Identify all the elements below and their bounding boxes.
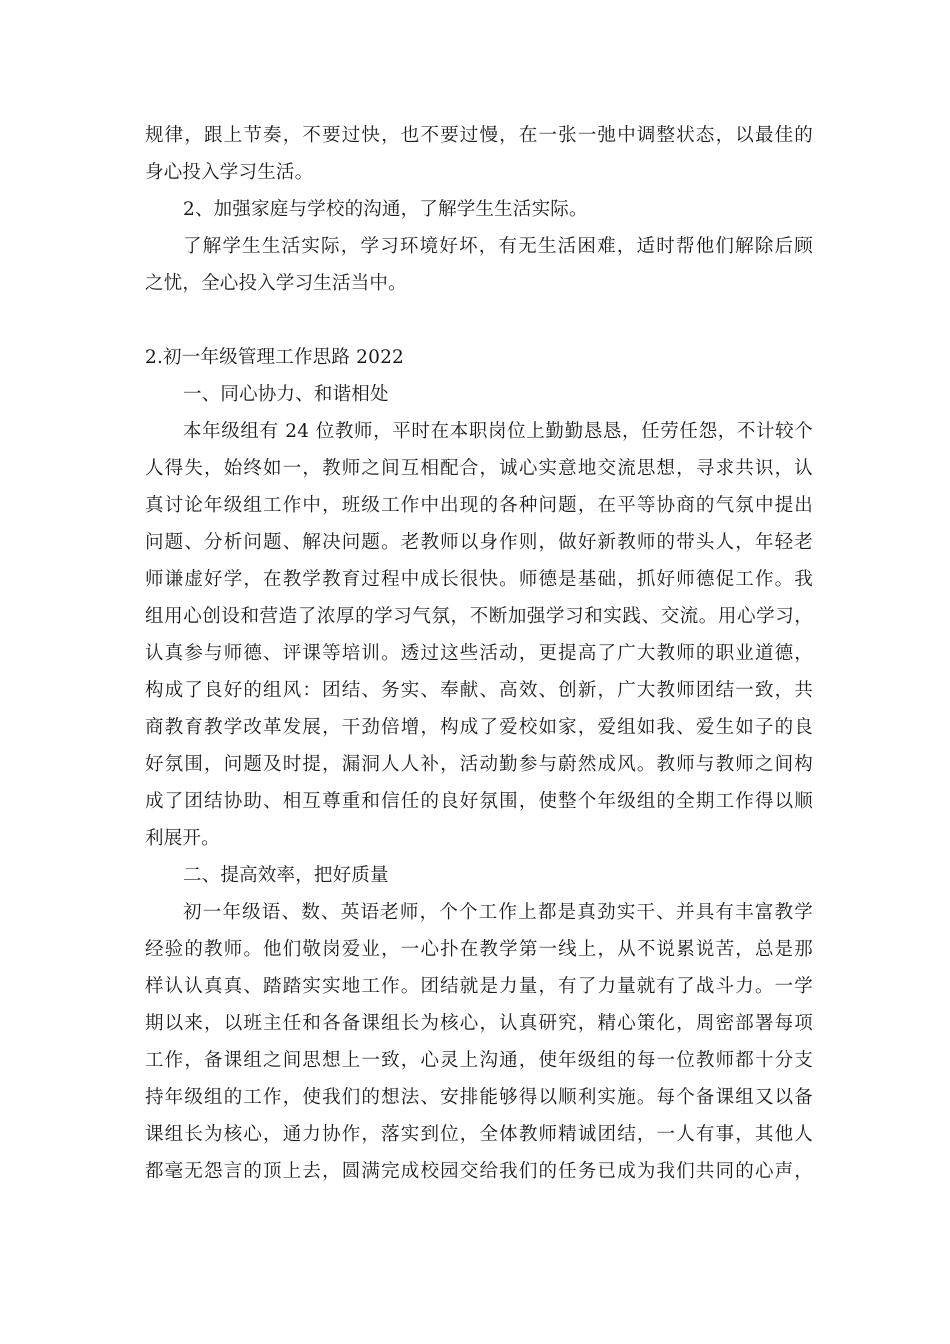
paragraph-line: 经验的教师。他们敬岗爱业，一心扑在教学第一线上，从不说累说苦，总是那 <box>145 939 813 960</box>
paragraph-line: 利展开。 <box>145 828 220 849</box>
paragraph-line: 课组长为核心，通力协作，落实到位，全体教师精诚团结，一人有事，其他人 <box>145 1124 813 1145</box>
paragraph-line: 组用心创设和营造了浓厚的学习气氛，不断加强学习和实践、交流。用心学习， <box>145 606 813 627</box>
paragraph-line: 师谦虚好学，在教学教育过程中成长很快。师德是基础，抓好师德促工作。我 <box>145 569 813 590</box>
subheading: 2、加强家庭与学校的沟通，了解学生生活实际。 <box>183 199 588 220</box>
paragraph-line: 真讨论年级组工作中，班级工作中出现的各种问题，在平等协商的气氛中提出 <box>145 495 813 516</box>
subheading: 二、提高效率，把好质量 <box>183 865 389 886</box>
paragraph-line: 本年级组有 24 位教师，平时在本职岗位上勤勤恳恳，任劳任怨，不计较个 <box>183 421 813 442</box>
paragraph-line: 身心投入学习生活。 <box>145 162 314 183</box>
paragraph-line: 成了团结协助、相互尊重和信任的良好氛围，使整个年级组的全期工作得以顺 <box>145 791 813 812</box>
paragraph-line: 都毫无怨言的顶上去，圆满完成校园交给我们的任务已成为我们共同的心声， <box>145 1161 813 1182</box>
paragraph-line: 认真参与师德、评课等培训。透过这些活动，更提高了广大教师的职业道德， <box>145 643 813 664</box>
document-page <box>145 117 813 1190</box>
paragraph-line: 初一年级语、数、英语老师，个个工作上都是真劲实干、并具有丰富教学 <box>183 902 813 923</box>
paragraph-line: 好氛围，问题及时提，漏洞人人补，活动勤参与蔚然成风。教师与教师之间构 <box>145 754 813 775</box>
paragraph-line: 持年级组的工作，使我们的想法、安排能够得以顺利实施。每个备课组又以备 <box>145 1087 813 1108</box>
paragraph-line: 商教育教学改革发展，干劲倍增，构成了爱校如家，爱组如我、爱生如子的良 <box>145 717 813 738</box>
paragraph-line: 工作，备课组之间思想上一致，心灵上沟通，使年级组的每一位教师都十分支 <box>145 1050 813 1071</box>
paragraph-line: 人得失，始终如一，教师之间互相配合，诚心实意地交流思想，寻求共识，认 <box>145 458 813 479</box>
paragraph-line: 了解学生生活实际，学习环境好坏，有无生活困难，适时帮他们解除后顾 <box>183 236 813 257</box>
paragraph-line: 构成了良好的组风：团结、务实、奉献、高效、创新，广大教师团结一致，共 <box>145 680 813 701</box>
paragraph-line: 之忧，全心投入学习生活当中。 <box>145 273 407 294</box>
subheading: 一、同心协力、和谐相处 <box>183 384 389 405</box>
paragraph-line: 问题、分析问题、解决问题。老教师以身作则，做好新教师的带头人，年轻老 <box>145 532 813 553</box>
paragraph-line: 期以来，以班主任和各备课组长为核心，认真研究，精心策化，周密部署每项 <box>145 1013 813 1034</box>
paragraph-line: 规律，跟上节奏，不要过快，也不要过慢，在一张一弛中调整状态，以最佳的 <box>145 125 813 146</box>
section-title: 2.初一年级管理工作思路 2022 <box>145 347 405 368</box>
paragraph-line: 样认认真真、踏踏实实地工作。团结就是力量，有了力量就有了战斗力。一学 <box>145 976 813 997</box>
